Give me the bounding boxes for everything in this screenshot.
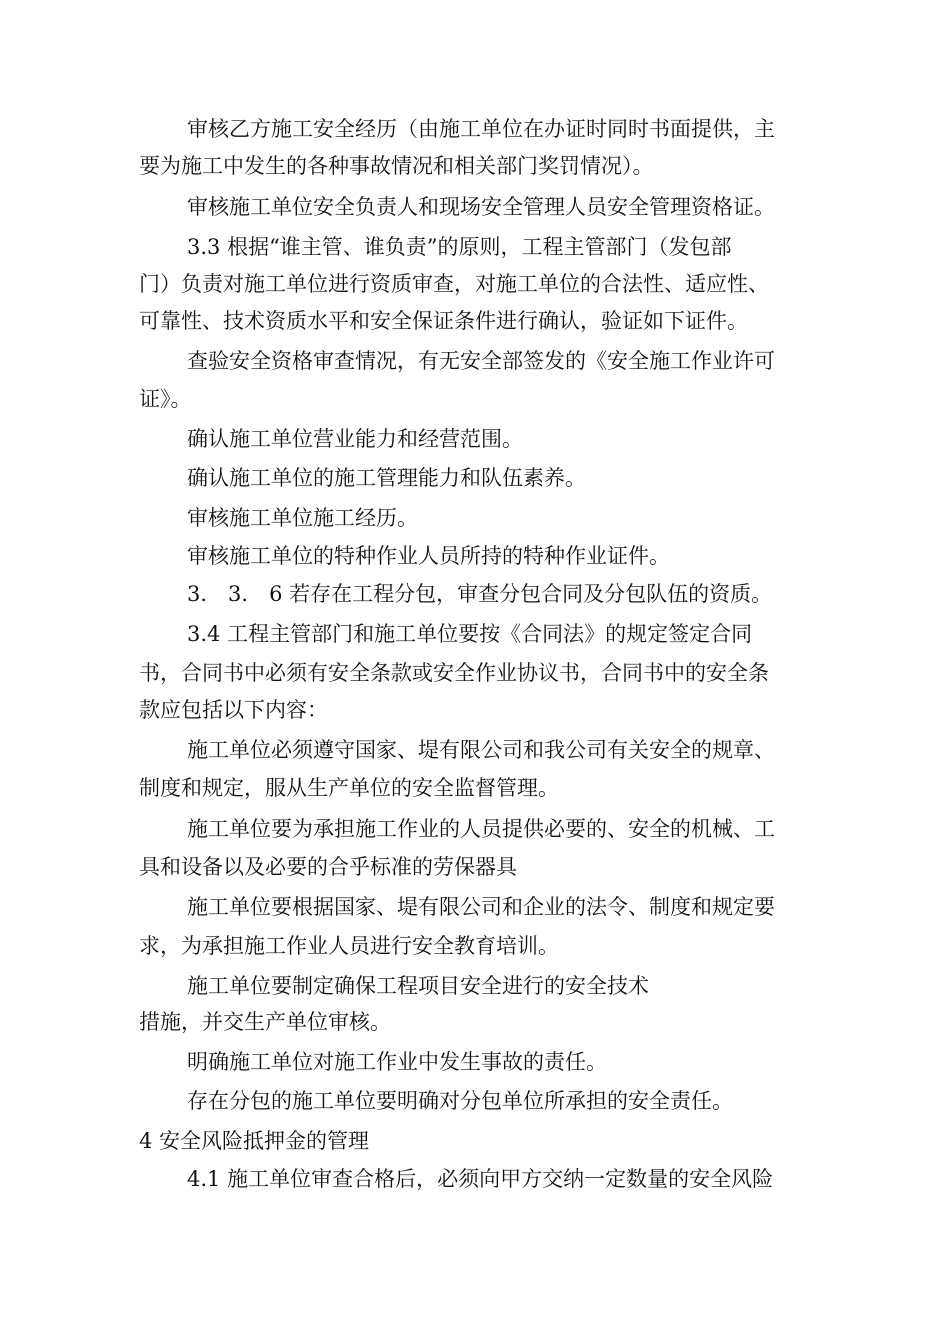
paragraph-line: 书，合同书中必须有安全条款或安全作业协议书，合同书中的安全条	[139, 661, 769, 685]
paragraph-line: 施工单位要制定确保工程项目安全进行的安全技术	[187, 974, 649, 998]
paragraph-line: 求，为承担施工作业人员进行安全教育培训。	[139, 934, 559, 958]
paragraph-line: 审核施工单位安全负责人和现场安全管理人员安全管理资格证。	[187, 195, 775, 219]
section-heading: 4 安全风险抵押金的管理	[139, 1129, 370, 1153]
paragraph-line: 3.3 根据“谁主管、谁负责”的原则，工程主管部门（发包部	[187, 235, 732, 259]
paragraph-line: 确认施工单位营业能力和经营范围。	[187, 427, 523, 451]
paragraph-line: 证》。	[139, 387, 192, 411]
paragraph-line: 明确施工单位对施工作业中发生事故的责任。	[187, 1050, 607, 1074]
paragraph-line: 3.4 工程主管部门和施工单位要按《合同法》的规定签定合同	[187, 622, 753, 646]
paragraph-line: 施工单位必须遵守国家、堤有限公司和我公司有关安全的规章、	[187, 738, 775, 762]
paragraph-line: 施工单位要为承担施工作业的人员提供必要的、安全的机械、工	[187, 817, 775, 841]
paragraph-line: 具和设备以及必要的合乎标准的劳保器具	[139, 855, 517, 879]
paragraph-line: 制度和规定，服从生产单位的安全监督管理。	[139, 776, 559, 800]
paragraph-line: 4.1 施工单位审查合格后，必须向甲方交纳一定数量的安全风险	[187, 1167, 774, 1191]
paragraph-line: 审核施工单位的特种作业人员所持的特种作业证件。	[187, 544, 670, 568]
paragraph-line: 措施，并交生产单位审核。	[139, 1010, 391, 1034]
paragraph-line: 确认施工单位的施工管理能力和队伍素养。	[187, 466, 586, 490]
paragraph-line: 审核施工单位施工经历。	[187, 506, 418, 530]
paragraph-line: 审核乙方施工安全经历（由施工单位在办证时同时书面提供，主	[187, 117, 775, 141]
paragraph-line: 门）负责对施工单位进行资质审查，对施工单位的合法性、适应性、	[139, 272, 769, 296]
paragraph-line: 查验安全资格审查情况，有无安全部签发的《安全施工作业许可	[187, 349, 775, 373]
paragraph-line: 款应包括以下内容：	[139, 698, 328, 722]
paragraph-line: 要为施工中发生的各种事故情况和相关部门奖罚情况）。	[139, 154, 654, 178]
paragraph-line: 施工单位要根据国家、堤有限公司和企业的法令、制度和规定要	[187, 895, 775, 919]
paragraph-line: 可靠性、技术资质水平和安全保证条件进行确认，验证如下证件。	[139, 309, 748, 333]
paragraph-line: 存在分包的施工单位要明确对分包单位所承担的安全责任。	[187, 1089, 733, 1113]
paragraph-line: 3． 3． 6 若存在工程分包，审查分包合同及分包队伍的资质。	[187, 582, 773, 606]
